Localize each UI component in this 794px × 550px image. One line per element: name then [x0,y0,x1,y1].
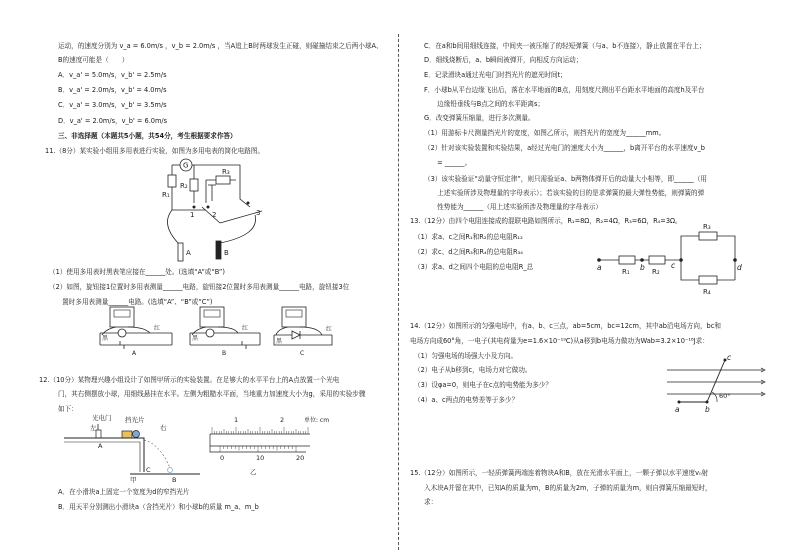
svg-text:c: c [671,261,676,270]
vernier-caliper-icon [210,416,329,476]
svg-text:G: G [183,161,189,170]
q11-intro: 11.（8分）某实验小组用多用表进行实验，如图为多用电表的简化电路图。 [45,147,265,155]
resistor-r3-icon [216,176,230,184]
lamp-icon [206,329,214,337]
q10-option-a: A．v_a' = 5.0m/s，v_b' = 2.5m/s [58,71,167,79]
svg-text:1: 1 [234,416,239,424]
q12-question-3-cont: 性势能为______（用上述实验所涉及物理量的字母表示） [424,203,603,211]
q13-circuit-diagram [595,222,745,296]
q11-circuit-diagram [150,155,280,270]
q12-step-f-cont: 边缘铅垂线与B点之间的水平距离s； [424,100,545,108]
svg-text:红: 红 [242,325,249,332]
q12-step-d: D．细线烧断后，a、b瞬间被弹开，向相反方向运动； [424,56,583,64]
svg-text:R₂: R₂ [652,268,660,276]
meter-circuit-c [274,307,332,357]
svg-text:B: B [172,476,177,484]
photogate-icon [96,430,101,438]
column-divider [398,34,399,550]
q14-intro-cont: 电场方向成60°角，一电子(其电荷量为e=1.6×10⁻¹⁹C)从a移到b电场力做功为Wab=3.2×10⁻¹⁸J求： [410,337,709,345]
q14-question-4: （4）a、c两点的电势差等于多少？ [414,396,519,404]
q12-intro-line: 如下： [58,405,78,413]
q14-question-3: （3）设φa=0，则电子在c点的电势能为多少？ [414,381,553,389]
svg-text:右: 右 [160,424,167,432]
svg-text:左: 左 [90,424,97,432]
svg-text:黑: 黑 [276,338,283,345]
q13-question-3: （3）求a、d之间四个电阻的总电阻R_总 [414,263,534,271]
svg-text:R₂: R₂ [180,182,188,190]
meter-circuit-a [100,307,172,357]
q14-question-2: （2）电子从b移到c，电场力对它做功。 [414,366,532,374]
svg-text:1: 1 [190,211,195,219]
svg-text:黑: 黑 [102,335,109,342]
right-column [400,0,794,550]
probe-a-icon [178,243,183,261]
q12-intro-line: 12.（10分）某物理兴趣小组设计了如图甲所示的实验装置。在足够大的水平平台上的A点放置一个光电 [39,376,340,384]
svg-text:红: 红 [154,325,161,332]
svg-text:a: a [675,405,680,414]
svg-text:2: 2 [280,416,285,424]
q11-question-1: （1）使用多用表时黑表笔应接在______处。(选填“A”或“B”) [49,268,225,276]
svg-text:光电门: 光电门 [92,414,112,422]
q15-intro: 15.（12分）如图所示，一轻质弹簧两端连着物块A和B，放在光滑水平面上，一颗子弹以水平速度v₀射 [410,469,709,477]
q12-question-3-cont: 上述实验所涉及物理量的字母表示）；若该实验的目的是求弹簧的最大弹性势能，则弹簧的弹 [424,189,705,197]
q14-field-diagram [665,352,765,414]
resistor-r1-icon [619,256,635,264]
diode-icon [292,331,300,339]
q12-question-1: （1）用游标卡尺测量挡光片的宽度，如图乙所示，则挡光片的宽度为______mm。 [424,129,666,137]
svg-text:黑: 黑 [192,335,199,342]
q10-option-d: D．v_a' = 2.0m/s，v_b' = 6.0m/s [58,117,168,125]
q12-question-3: （3）该实验验证“动量守恒定律”，则只需验证a、b两物体弹开后的动量大小相等，即______（用 [424,175,708,183]
svg-text:C: C [146,466,151,474]
svg-text:20: 20 [296,454,305,462]
q12-step-f: F．小球b从平台边缘飞出后，落在水平地面的B点，用刻度尺测出平台距水平地面的高度h及平台 [424,86,705,94]
q10-option-b: B．v_a' = 2.0m/s，v_b' = 4.0m/s [58,86,167,94]
q12-question-2: （2）针对该实验装置和实验结果，a经过光电门的速度大小为______，b离开平台的水平速度v_b [424,144,705,152]
svg-text:c: c [727,353,732,362]
q12-step-g: G．改变弹簧压缩量，进行多次测量。 [424,114,535,122]
svg-text:2: 2 [212,211,217,219]
lamp-icon [118,329,126,337]
svg-text:R₃: R₃ [222,168,230,176]
q12-step-b: B．用天平分别测出小滑块a（含挡光片）和小球b的质量 m_a、m_b [58,503,259,511]
q13-question-1: （1）求a、c之间R₁和R₂的总电阻R₁₂ [414,233,523,241]
svg-text:A: A [98,442,103,450]
q11-question-2: （2）如图，旋钮接1位置时多用表测量______电路，旋钮接2位置时多用表测量______电路，旋钮接3位 [49,283,350,291]
svg-text:红: 红 [326,326,333,333]
svg-text:0: 0 [220,454,225,462]
q12-question-2-cont: = ______。 [424,159,472,167]
svg-text:乙: 乙 [250,468,257,476]
svg-text:甲: 甲 [130,476,137,484]
resistor-r2-icon [190,179,198,191]
resistor-r3-icon [699,232,717,240]
q11-meter-circuits [92,305,362,357]
svg-text:A: A [132,350,137,357]
resistor-r4-icon [699,276,717,284]
svg-text:A: A [186,249,191,257]
svg-text:b: b [705,405,710,414]
q12-step-e: E．记录滑块a通过光电门时挡光片的遮光时间t； [424,71,567,79]
svg-text:R₁: R₁ [162,191,170,199]
section-heading: 三、非选择题（本题共5小题，共54分，考生根据要求作答） [58,132,237,140]
svg-text:R₃: R₃ [703,223,711,231]
q12-intro-line: 门，其右侧摆放小球，用细线悬挂在水平。左侧为粗糙水平面，当地重力加速度大小为g，采用的实验步骤 [58,390,366,398]
resistor-r1-icon [168,175,176,187]
svg-text:单位: cm: 单位: cm [304,417,330,424]
meter-circuit-b [190,307,260,357]
svg-text:3: 3 [256,209,261,217]
svg-text:B: B [224,249,229,257]
q12-apparatus-diagram [60,412,360,484]
svg-text:挡光片: 挡光片 [125,416,145,424]
slider-a-icon [122,431,132,438]
svg-text:C: C [300,350,305,357]
svg-text:10: 10 [256,454,265,462]
resistor-r2-icon [649,256,665,264]
q10-text-line: B的速度可能是（ ） [58,56,129,64]
svg-text:60°: 60° [719,392,731,400]
q12-step-a: A．在小滑块a上固定一个宽度为d的窄挡光片 [58,488,190,496]
svg-text:d: d [737,263,742,272]
q12-step-c: C．在a和b间用细线连接，中间夹一被压缩了的轻短弹簧（与a、b不连接），静止放置在平台上； [424,42,706,50]
q13-question-2: （2）求c、d之间R₃和R₄的总电阻R₃₄ [414,248,523,256]
q14-question-1: （1）匀强电场的场强大小及方向。 [414,352,518,360]
q14-intro: 14.（12分）如图所示的匀强电场中，有a、b、c三点，ab=5cm，bc=12cm，其中ab沿电场方向，bc和 [410,322,721,330]
q11-question-2-cont: 置时多用表测量______电路。(选填“A”、“B”或“C”) [49,298,213,306]
q13-intro: 13.（12分）由四个电阻连接成的混联电路如图所示，R₁=8Ω，R₂=4Ω，R₃=6Ω，R₄=3Ω。 [410,217,682,225]
svg-text:R₁: R₁ [622,268,630,276]
q15-intro-cont: 求： [424,498,438,506]
ball-b-icon [133,431,140,438]
svg-text:b: b [640,263,645,272]
q10-option-c: C．v_a' = 3.0m/s，v_b' = 3.5m/s [58,101,167,109]
q10-text-line: 运动，的速度分别为 v_a = 6.0m/s ，v_b = 2.0m/s ，当A追上B时两球发生正碰，则碰撞结束之后两小球A、 [58,42,383,50]
q15-intro-cont: 入木块A并留在其中，已知A的质量为m，B的质量为2m，子弹的质量为m，则自弹簧压缩最短时， [424,484,712,492]
svg-text:a: a [597,263,602,272]
svg-text:R₄: R₄ [703,288,711,296]
svg-text:B: B [222,350,227,357]
probe-b-icon [216,241,221,259]
